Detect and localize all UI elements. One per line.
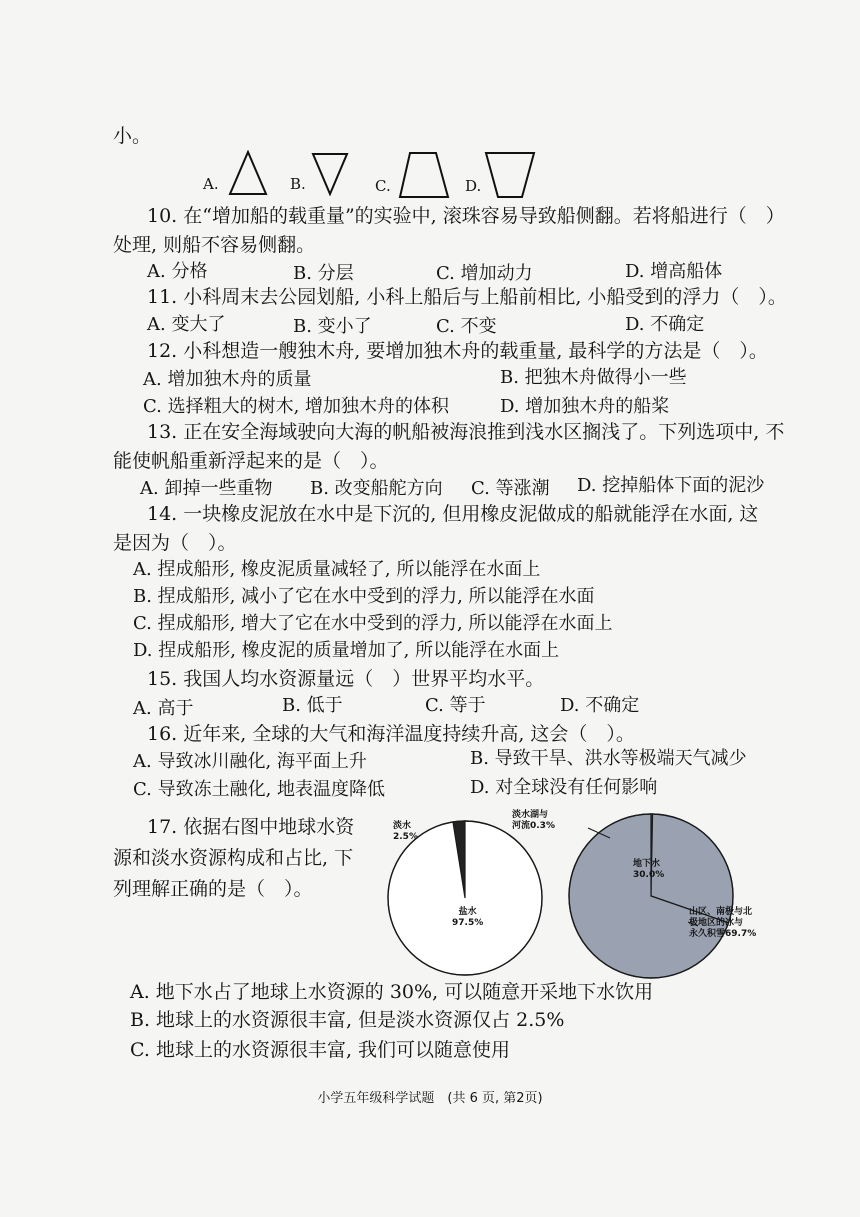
q10-option-d: D. 增高船体 [625, 261, 723, 282]
q12-option-a: A. 增加独木舟的质量 [143, 369, 312, 390]
q9-option-a-label: A. [203, 175, 219, 193]
q15-option-a: A. 高于 [133, 698, 194, 719]
q15-stem-line1: 15. 我国人均水资源量远（ ）世界平均水平。 [147, 668, 545, 690]
pie2-label-ice-line2: 极地区的冰与 [689, 918, 744, 928]
pie2-label-groundwater [633, 859, 664, 881]
q16-option-d: D. 对全球没有任何影响 [470, 777, 658, 798]
q9-tail: 小。 [113, 125, 152, 147]
q11-option-b: B. 变小了 [293, 316, 372, 337]
q10-stem-line2: 处理, 则船不容易侧翻。 [113, 234, 316, 256]
pie1-label-salt [452, 907, 483, 929]
q13-option-d: D. 挖掉船体下面的泥沙 [577, 475, 765, 496]
triangle-down-icon [311, 152, 349, 196]
pie2-label-ice-line1: 山区、南极与北 [689, 907, 753, 917]
q12-option-c: C. 选择粗大的树木, 增加独木舟的体积 [143, 396, 450, 417]
q14-option-d: D. 捏成船形, 橡皮泥的质量增加了, 所以能浮在水面上 [133, 640, 560, 661]
pie2-label-groundwater-name: 地下水 [633, 859, 661, 869]
page-footer: 小学五年级科学试题 (共 6 页, 第2页) [317, 1091, 543, 1106]
q11-stem-line1: 11. 小科周末去公园划船, 小科上船后与上船前相比, 小船受到的浮力（ ）。 [147, 286, 787, 308]
pie2-label-lakes [512, 810, 555, 832]
pie2-label-ice-line3: 永久积雪69.7% [689, 929, 757, 939]
q14-stem-line2: 是因为（ ）。 [113, 532, 237, 554]
pie2-label-ice [689, 907, 756, 940]
pie2-label-groundwater-value: 30.0% [633, 870, 665, 880]
q16-option-c: C. 导致冻土融化, 地表温度降低 [133, 779, 386, 800]
q17-option-c: C. 地球上的水资源很丰富, 我们可以随意使用 [130, 1039, 511, 1061]
pie1-label-salt-name: 盐水 [458, 907, 477, 917]
q10-option-c: C. 增加动力 [436, 263, 533, 284]
q17-stem-line2: 源和淡水资源构成和占比, 下 [113, 847, 354, 869]
pie2-label-lakes-line1: 淡水湖与 [512, 810, 549, 820]
q14-option-b: B. 捏成船形, 减小了它在水中受到的浮力, 所以能浮在水面 [133, 586, 595, 607]
q16-option-b: B. 导致干旱、洪水等极端天气减少 [470, 748, 747, 769]
q15-option-c: C. 等于 [425, 695, 486, 716]
q10-option-a: A. 分格 [147, 261, 208, 282]
pie1-label-salt-value: 97.5% [452, 918, 484, 928]
q17-option-a: A. 地下水占了地球上水资源的 30%, 可以随意开采地下水饮用 [130, 981, 654, 1003]
q17-option-b: B. 地球上的水资源很丰富, 但是淡水资源仅占 2.5% [130, 1009, 565, 1031]
q15-option-b: B. 低于 [282, 695, 343, 716]
q16-stem-line1: 16. 近年来, 全球的大气和海洋温度持续升高, 这会（ ）。 [147, 723, 635, 745]
q9-option-c-label: C. [375, 177, 391, 195]
q11-option-d: D. 不确定 [625, 314, 705, 335]
q13-stem-line1: 13. 正在安全海域驶向大海的帆船被海浪推到浅水区搁浅了。下列选项中, 不 [147, 421, 785, 443]
pie2-label-lakes-line2: 河流0.3% [512, 821, 555, 831]
q12-option-d: D. 增加独木舟的船桨 [500, 396, 670, 417]
trapezoid-up-icon [398, 151, 450, 199]
q11-option-a: A. 变大了 [147, 314, 226, 335]
q12-stem-line1: 12. 小科想造一艘独木舟, 要增加独木舟的载重量, 最科学的方法是（ ）。 [147, 340, 768, 362]
q14-option-a: A. 捏成船形, 橡皮泥质量减轻了, 所以能浮在水面上 [133, 559, 541, 580]
pie1-slice-2 [388, 821, 542, 975]
q9-option-d-label: D. [465, 177, 482, 195]
q13-option-c: C. 等涨潮 [471, 478, 550, 499]
q10-stem-line1: 10. 在“增加船的载重量”的实验中, 滚珠容易导致船侧翻。若将船进行（ ） [147, 205, 785, 227]
q13-option-b: B. 改变船舵方向 [310, 478, 443, 499]
q14-option-c: C. 捏成船形, 增大了它在水中受到的浮力, 所以能浮在水面上 [133, 613, 613, 634]
pie1-label-fresh [393, 821, 418, 843]
q11-option-c: C. 不变 [436, 316, 497, 337]
pie1-label-fresh-name: 淡水 [393, 821, 412, 831]
q13-option-a: A. 卸掉一些重物 [140, 478, 273, 499]
q10-option-b: B. 分层 [293, 263, 354, 284]
pie1-label-fresh-value: 2.5% [393, 832, 418, 842]
trapezoid-down-icon [484, 151, 536, 199]
q14-stem-line1: 14. 一块橡皮泥放在水中是下沉的, 但用橡皮泥做成的船就能浮在水面, 这 [147, 503, 759, 525]
q9-option-b-label: B. [290, 175, 306, 193]
q12-option-b: B. 把独木舟做得小一些 [500, 367, 687, 388]
freshwater-composition-pie-chart [548, 810, 758, 982]
q13-stem-line2: 能使帆船重新浮起来的是（ ）。 [113, 450, 389, 472]
triangle-up-icon [228, 150, 268, 196]
q17-stem-line1: 17. 依据右图中地球水资 [147, 816, 355, 838]
q17-stem-line3: 列理解正确的是（ ）。 [113, 878, 313, 900]
q16-option-a: A. 导致冰川融化, 海平面上升 [133, 751, 367, 772]
q15-option-d: D. 不确定 [560, 695, 640, 716]
